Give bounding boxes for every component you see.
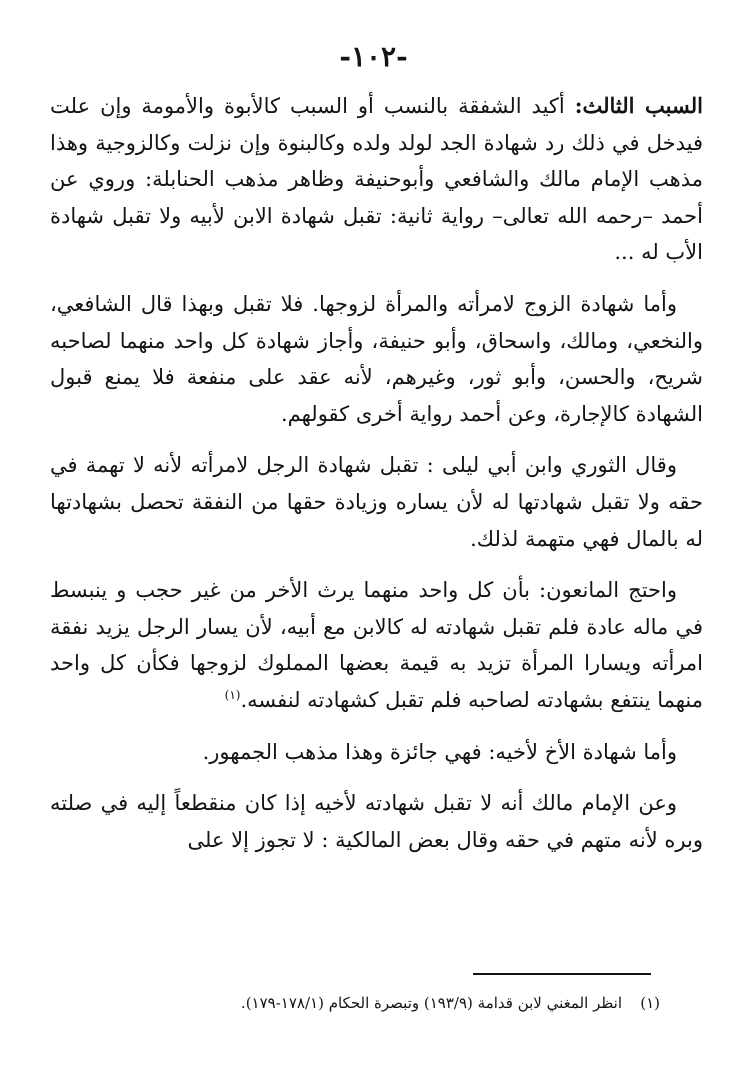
footnote-number: (١) <box>640 994 660 1012</box>
footnote <box>50 992 660 1014</box>
paragraph-5: وأما شهادة الأخ لأخيه: فهي جائزة وهذا مذهب الجمهور. <box>202 739 677 764</box>
paragraph-6: وعن الإمام مالك أنه لا تقبل شهادته لأخيه إذا كان منقطعاً إليه في صلته وبره لأنه متهم في حقه وقال بعض المالكية : لا تجوز إلا على <box>50 791 703 852</box>
page-body <box>50 88 703 873</box>
paragraph-1 <box>50 88 703 271</box>
footnote-divider <box>473 973 651 975</box>
footnote-reference[interactable]: (١) <box>224 687 241 702</box>
section-heading: السبب الثالث: <box>574 93 703 118</box>
page-number: -١٠٢- <box>339 40 408 73</box>
paragraph-4 <box>50 572 703 718</box>
paragraph-text: أكيد الشفقة بالنسب أو السبب كالأبوة والأمومة وإن علت فيدخل في ذلك رد شهادة الجد لولد ولده وكالبنوة وإن نزلت وكالزوجية وهذا مذهب الإمام مالك والشافعي وأبوحنيفة وظاهر مذهب الحنابلة: وروي عن أحمد –رحمه الله تعالى– رواية ثانية: تقبل شهادة الابن لأبيه ولا تقبل شهادة الأب له ... <box>50 94 703 265</box>
paragraph-text: واحتج المانعون: بأن كل واحد منهما يرث الأخر من غير حجب و ينبسط في ماله عادة فلم تقبل شهادته له كالابن مع أبيه، لأن يسار الرجل يزيد نفقة امرأته ويسارا المرأة تزيد به قيمة بعضها المملوك لزوجها فكأن كل واحد منهما ينتفع بشهادته لصاحبه فلم تقبل كشهادته لنفسه. <box>50 578 703 712</box>
footnote-text: انظر المغني لابن قدامة (١٩٣/٩) وتبصرة الحكام (١٧٨/١-١٧٩). <box>240 994 622 1012</box>
paragraph-2: وأما شهادة الزوج لامرأته والمرأة لزوجها. فلا تقبل وبهذا قال الشافعي، والنخعي، ومالك، واسحاق، وأبو حنيفة، وأجاز شهادة كل واحد منهما لصاحبه شريح، والحسن، وأبو ثور، وغيرهم، لأنه عقد على منفعة فلا يمنع قبول الشهادة كالإجارة، وعن أحمد رواية أخرى كقولهم. <box>50 291 703 426</box>
paragraph-3: وقال الثوري وابن أبي ليلى : تقبل شهادة الرجل لامرأته لأنه لا تهمة في حقه ولا تقبل شهادتها له لأن يساره وزيادة حقها من النفقة تحصل بشهادتها له بالمال فهي متهمة لذلك. <box>50 453 703 551</box>
